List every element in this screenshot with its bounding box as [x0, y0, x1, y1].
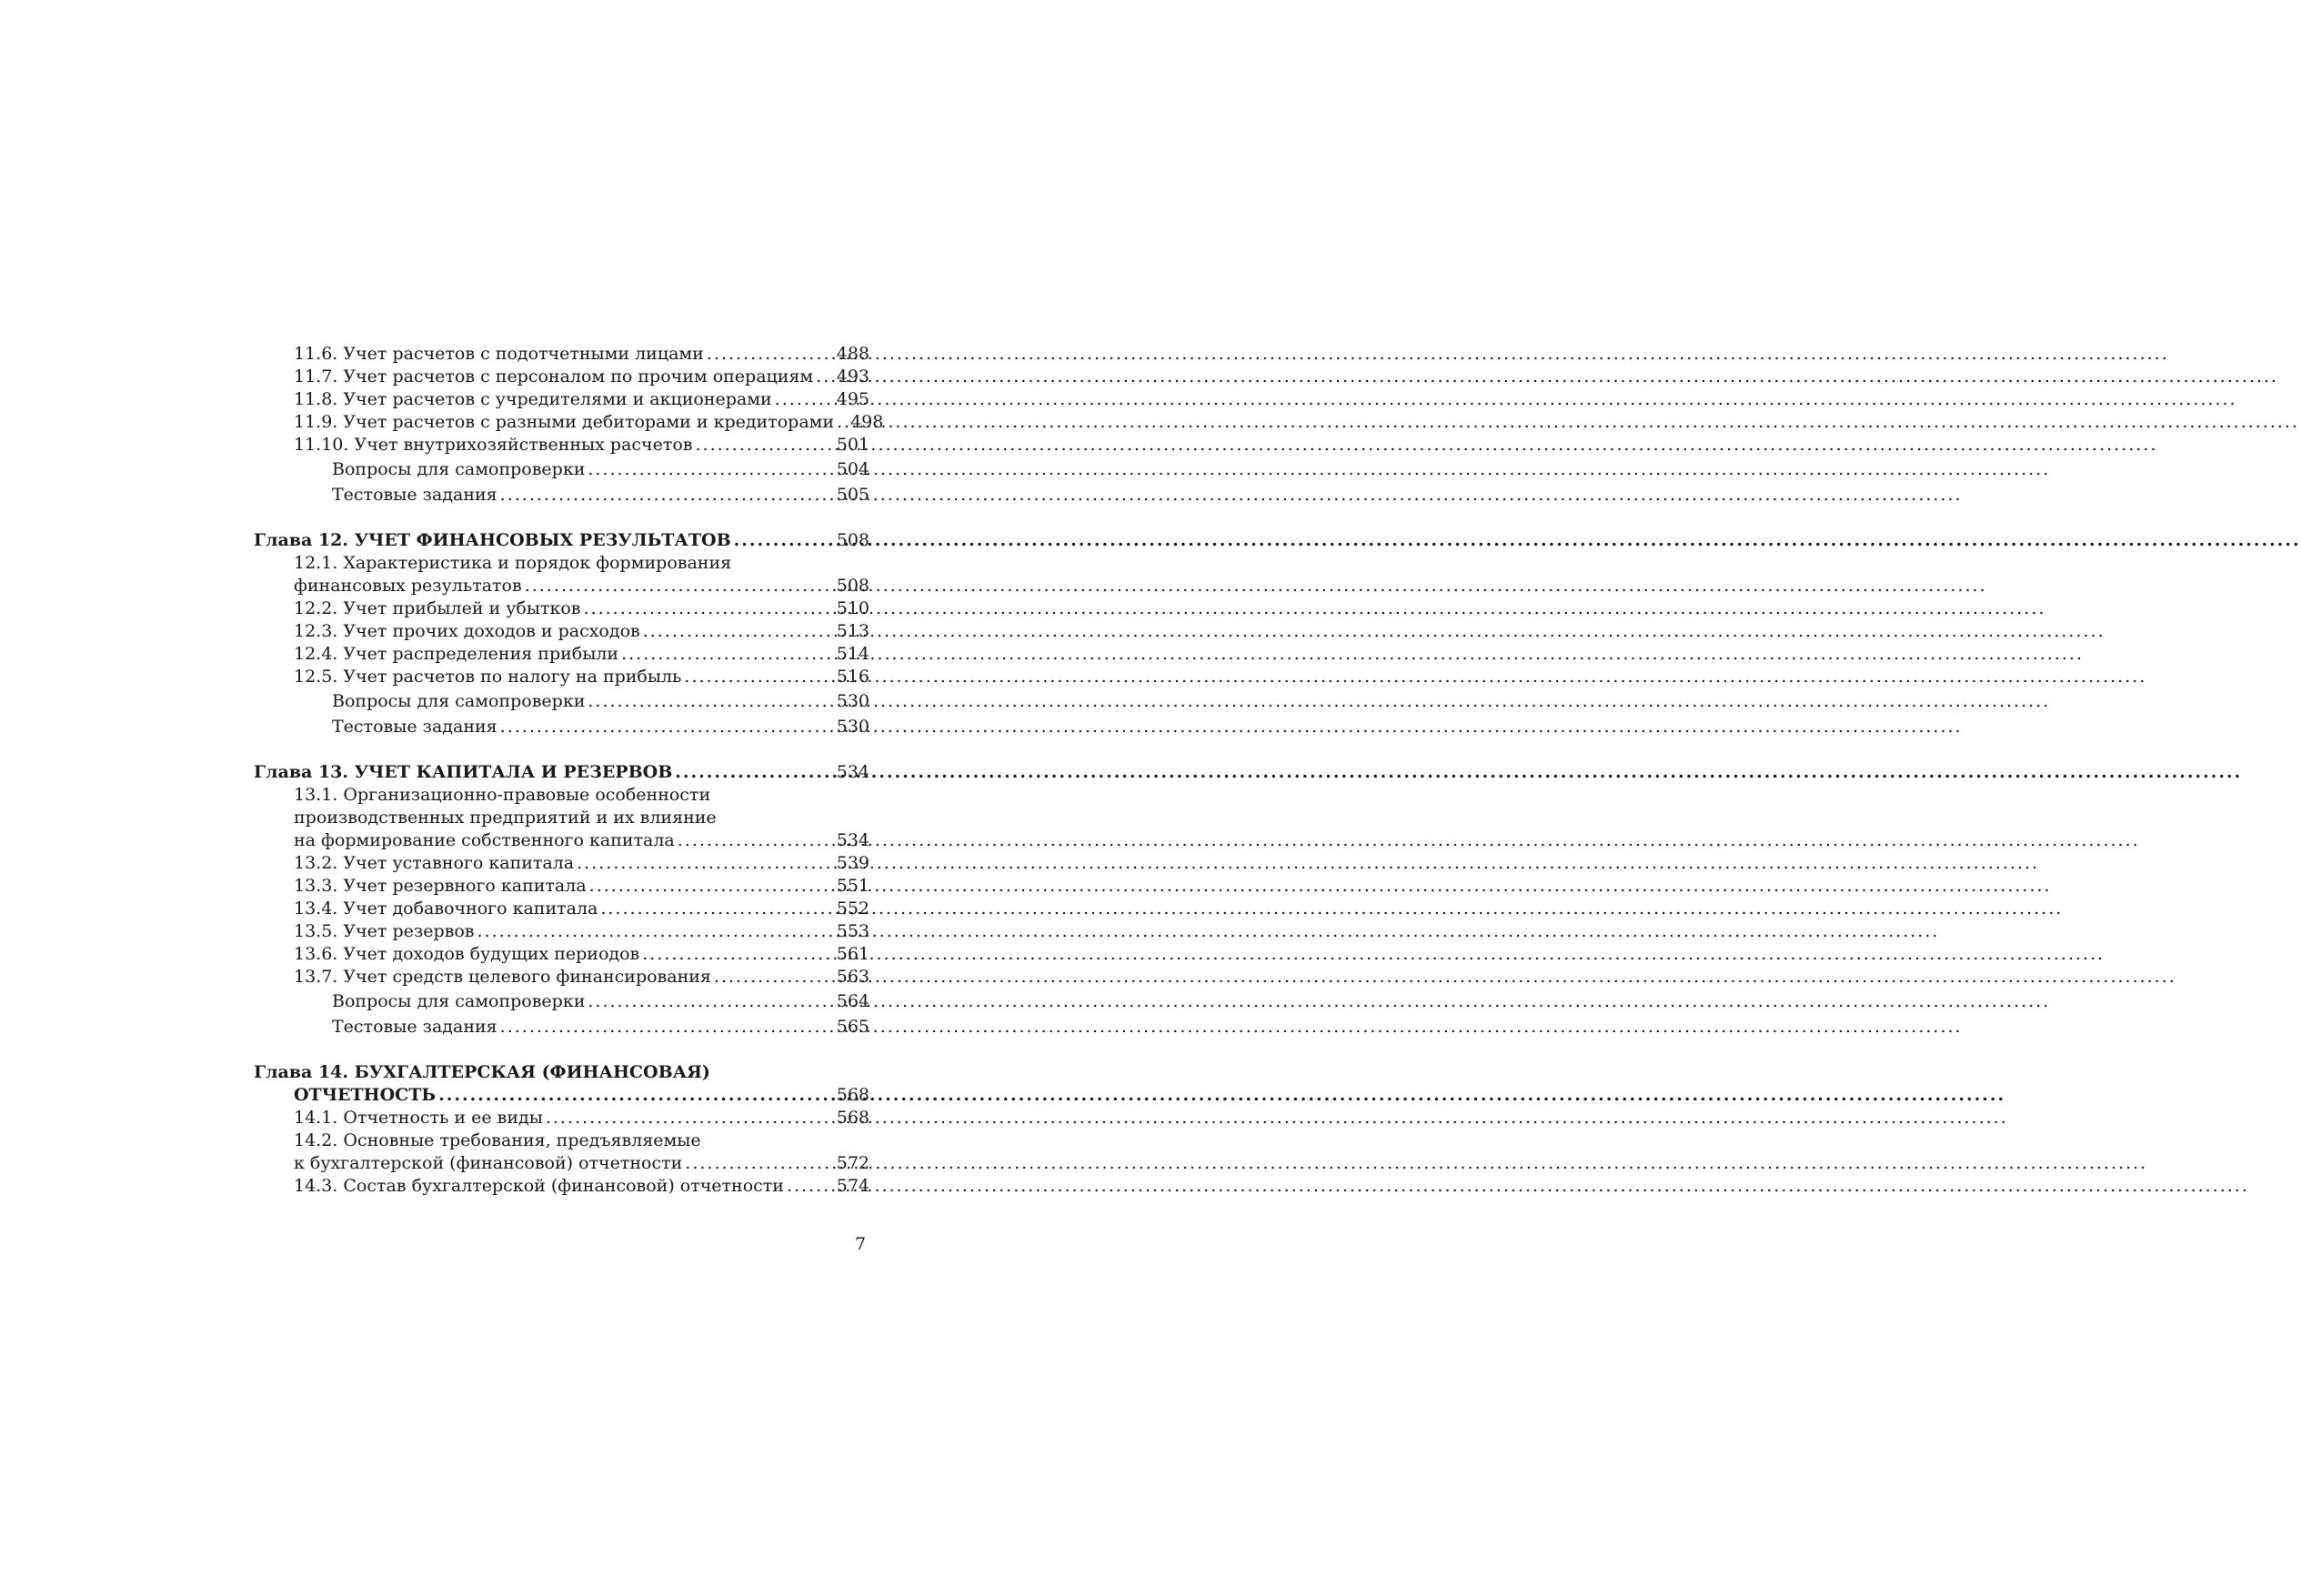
dot-leader — [714, 966, 834, 989]
toc-entry[interactable] — [254, 898, 869, 920]
dot-leader — [577, 852, 834, 875]
toc-title: финансовых результатов — [294, 576, 522, 596]
toc-subentry[interactable] — [254, 482, 869, 507]
toc-title: 13.6. Учет доходов будущих периодов — [294, 944, 640, 964]
toc-page-number: 514 — [836, 644, 869, 664]
toc-entry[interactable] — [254, 597, 869, 620]
toc-title: 11.8. Учет расчетов с учредителями и акционерами — [294, 389, 772, 409]
toc-entry[interactable] — [254, 784, 869, 807]
toc-title: 12.2. Учет прибылей и убытков — [294, 598, 581, 618]
toc-title: 14.3. Состав бухгалтерской (финансовой) отчетности — [294, 1176, 784, 1196]
toc-page-number: 516 — [836, 667, 869, 687]
toc-title: Глава 12. УЧЕТ ФИНАНСОВЫХ РЕЗУЛЬТАТОВ — [254, 530, 731, 550]
table-of-contents — [254, 343, 884, 1198]
toc-entry[interactable] — [254, 620, 869, 643]
toc-page-number: 551 — [836, 876, 869, 896]
toc-page-number: 572 — [836, 1153, 869, 1173]
toc-title: Вопросы для самопроверки — [332, 459, 586, 479]
section-gap — [254, 739, 869, 761]
dot-leader — [734, 529, 834, 552]
dot-leader — [588, 457, 833, 482]
toc-title: Вопросы для самопроверки — [332, 991, 586, 1011]
toc-entry[interactable] — [254, 666, 869, 688]
toc-title: 12.1. Характеристика и порядок формирования — [294, 553, 732, 573]
toc-page-number: 501 — [836, 435, 869, 455]
toc-page-number: 530 — [836, 691, 869, 711]
toc-title: Вопросы для самопроверки — [332, 691, 586, 711]
toc-title: 13.1. Организационно-правовые особенности — [294, 785, 711, 805]
toc-title: 13.2. Учет уставного капитала — [294, 853, 575, 873]
toc-title: 13.7. Учет средств целевого финансирования — [294, 967, 711, 987]
dot-leader — [816, 366, 834, 388]
toc-title: 11.6. Учет расчетов с подотчетными лицами — [294, 344, 704, 364]
toc-title: ОТЧЕТНОСТЬ — [294, 1085, 437, 1105]
toc-entry[interactable] — [254, 1129, 869, 1152]
toc-subentry[interactable] — [254, 714, 869, 739]
dot-leader — [584, 597, 834, 620]
toc-page-number: 565 — [836, 1017, 869, 1037]
toc-chapter[interactable] — [254, 761, 869, 784]
toc-entry[interactable] — [254, 852, 869, 875]
toc-page-number: 568 — [836, 1108, 869, 1128]
toc-page-number: 553 — [836, 921, 869, 941]
dot-leader — [621, 643, 834, 666]
toc-page-number: 568 — [836, 1085, 869, 1105]
toc-page-number: 510 — [836, 598, 869, 618]
toc-title: 12.3. Учет прочих доходов и расходов — [294, 621, 640, 641]
toc-page-number: 530 — [836, 717, 869, 737]
toc-page-number: 539 — [836, 853, 869, 873]
toc-page-number: 498 — [850, 412, 884, 432]
dot-leader — [588, 989, 833, 1014]
section-gap — [254, 507, 869, 529]
toc-page-number: 508 — [836, 576, 869, 596]
toc-page-number: 508 — [836, 530, 869, 550]
toc-page-number: 495 — [836, 389, 869, 409]
toc-entry[interactable] — [254, 1107, 869, 1129]
section-gap — [254, 1039, 869, 1061]
toc-entry[interactable] — [254, 920, 869, 943]
dot-leader — [438, 1084, 834, 1107]
toc-page-number: 493 — [836, 366, 869, 386]
toc-title: Тестовые задания — [332, 1017, 497, 1037]
toc-title: Тестовые задания — [332, 485, 497, 505]
dot-leader — [684, 666, 833, 688]
toc-page-number: 488 — [836, 344, 869, 364]
toc-title: на формирование собственного капитала — [294, 830, 675, 850]
dot-leader — [642, 943, 834, 966]
toc-page-number: 534 — [836, 830, 869, 850]
toc-entry[interactable] — [254, 643, 869, 666]
toc-subentry[interactable] — [254, 989, 869, 1014]
toc-entry[interactable] — [254, 875, 869, 898]
toc-entry[interactable] — [254, 807, 869, 829]
toc-title: 11.7. Учет расчетов с персоналом по прочим операциям — [294, 366, 814, 386]
dot-leader — [477, 920, 833, 943]
toc-title: производственных предприятий и их влияние — [294, 808, 717, 828]
toc-entry[interactable] — [254, 575, 869, 597]
dot-leader — [600, 898, 833, 920]
toc-page-number: 552 — [836, 898, 869, 918]
toc-title: 14.2. Основные требования, предъявляемые — [294, 1130, 701, 1150]
dot-leader — [695, 434, 833, 457]
dot-leader — [525, 575, 834, 597]
dot-leader — [500, 714, 834, 739]
toc-chapter[interactable] — [254, 1084, 869, 1107]
toc-subentry[interactable] — [254, 1014, 869, 1039]
toc-title: 11.9. Учет расчетов с разными дебиторами и кредиторами — [294, 412, 835, 432]
dot-leader — [685, 1152, 833, 1175]
toc-entry[interactable] — [254, 434, 869, 457]
dot-leader — [837, 411, 848, 434]
toc-page-number: 563 — [836, 967, 869, 987]
dot-leader — [643, 620, 834, 643]
toc-title: 13.4. Учет добавочного капитала — [294, 898, 598, 918]
toc-page-number: 505 — [836, 485, 869, 505]
dot-leader — [500, 482, 834, 507]
dot-leader — [546, 1107, 834, 1129]
toc-page-number: 513 — [836, 621, 869, 641]
toc-title: Глава 14. БУХГАЛТЕРСКАЯ (ФИНАНСОВАЯ) — [254, 1062, 710, 1082]
toc-page-number: 574 — [836, 1176, 869, 1196]
toc-entry[interactable] — [254, 829, 869, 852]
toc-entry[interactable] — [254, 366, 869, 388]
toc-title: 12.4. Учет распределения прибыли — [294, 644, 619, 664]
toc-title: 12.5. Учет расчетов по налогу на прибыль — [294, 667, 682, 687]
toc-entry[interactable] — [254, 1175, 869, 1198]
toc-title: 13.5. Учет резервов — [294, 921, 475, 941]
page-number: 7 — [855, 1234, 867, 1254]
dot-leader — [589, 875, 834, 898]
toc-title: к бухгалтерской (финансовой) отчетности — [294, 1153, 683, 1173]
toc-entry[interactable] — [254, 388, 869, 411]
dot-leader — [675, 761, 833, 784]
dot-leader — [787, 1175, 834, 1198]
dot-leader — [588, 688, 833, 714]
toc-subentry[interactable] — [254, 688, 869, 714]
toc-title: Тестовые задания — [332, 717, 497, 737]
dot-leader — [775, 388, 834, 411]
toc-entry[interactable] — [254, 966, 869, 989]
toc-chapter[interactable] — [254, 529, 869, 552]
toc-title: Глава 13. УЧЕТ КАПИТАЛА И РЕЗЕРВОВ — [254, 762, 673, 782]
toc-entry[interactable] — [254, 343, 869, 366]
toc-chapter[interactable] — [254, 1061, 869, 1084]
toc-entry[interactable] — [254, 1152, 869, 1175]
toc-entry[interactable] — [254, 943, 869, 966]
toc-entry[interactable] — [254, 552, 869, 575]
toc-page-number: 564 — [836, 991, 869, 1011]
toc-title: 14.1. Отчетность и ее виды — [294, 1108, 543, 1128]
toc-page-number: 534 — [836, 762, 869, 782]
dot-leader — [500, 1014, 834, 1039]
toc-page-number: 561 — [836, 944, 869, 964]
toc-subentry[interactable] — [254, 457, 869, 482]
toc-title: 11.10. Учет внутрихозяйственных расчетов — [294, 435, 693, 455]
toc-entry[interactable] — [254, 411, 884, 434]
dot-leader — [678, 829, 834, 852]
dot-leader — [707, 343, 834, 366]
toc-page-number: 504 — [836, 459, 869, 479]
toc-title: 13.3. Учет резервного капитала — [294, 876, 587, 896]
